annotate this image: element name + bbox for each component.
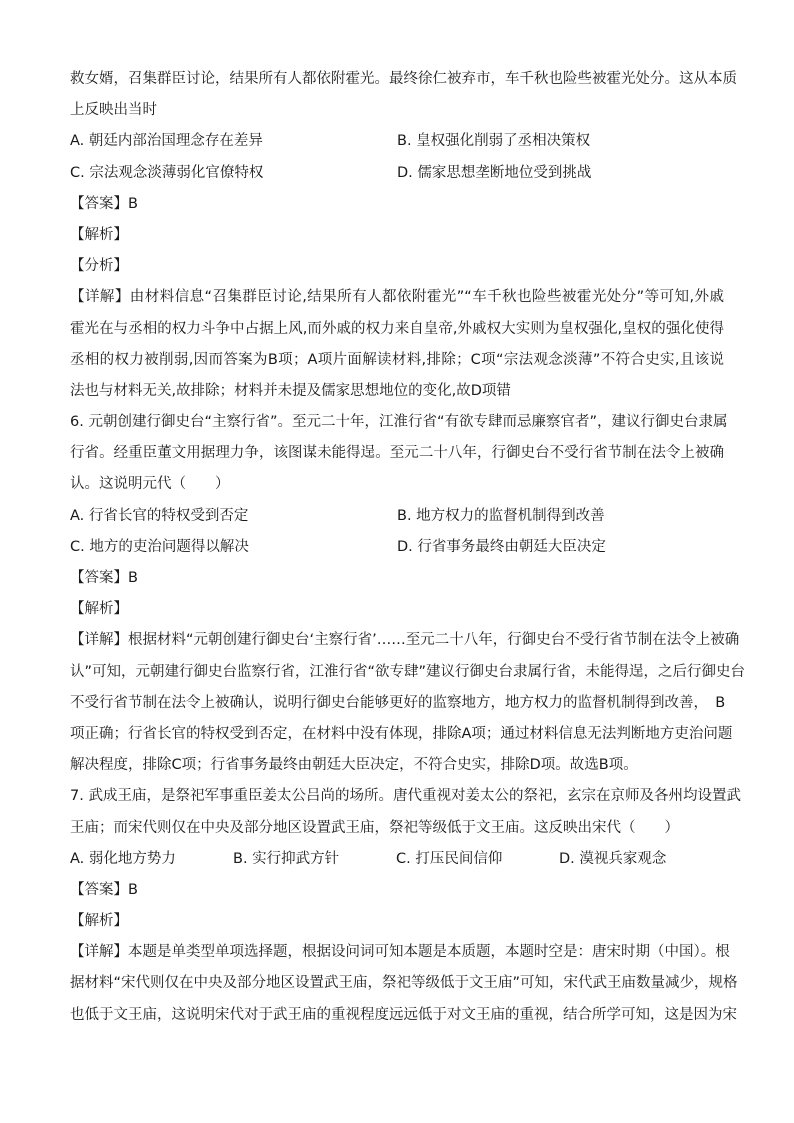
q5-options-row-1 — [70, 126, 724, 157]
question-6 — [70, 407, 746, 781]
q5-analysis-label: 【解析】 — [70, 226, 128, 243]
q6-answer: 【答案】B — [70, 570, 138, 586]
q6-analysis-label: 【解析】 — [70, 601, 128, 618]
q5-stem-line-2: 上反映出当时 — [70, 102, 157, 119]
q7-option-c: C. 打压民间信仰 — [396, 850, 503, 867]
q7-option-d: D. 漠视兵家观念 — [559, 850, 667, 867]
q5-detail-line-2: 霍光在与丞相的权力斗争中占据上风,而外戚的权力来自皇帝,外戚权大实则为皇权强化,皇权的强化使得 — [70, 320, 724, 337]
q7-answer: 【答案】B — [70, 881, 138, 898]
q5-option-a: A. 朝廷内部治国理念存在差异 — [70, 133, 263, 150]
q6-options-row-2 — [70, 532, 724, 563]
q7-option-b: B. 实行抑武方针 — [233, 850, 340, 867]
q7-stem-line-2: 王庙；而宋代则仅在中央及部分地区设置武王庙，祭祀等级低于文王庙。这反映出宋代（ ） — [70, 819, 679, 836]
q6-stem-line-2: 行省。经重臣董文用据理力争，该图谋未能得逞。至元二十八年，行御史台不受行省节制在法令上被确 — [70, 445, 724, 462]
q5-detail-line-4: 法也与材料无关,故排除；材料并未提及儒家思想地位的变化,故D项错 — [70, 382, 511, 399]
q7-detail-line-3: 也低于文王庙，这说明宋代对于武王庙的重视程度远远低于对文王庙的重视，结合所学可知，这是因为宋 — [70, 1006, 737, 1023]
q5-options-row-2 — [70, 158, 724, 189]
question-5 — [70, 64, 737, 407]
q5-option-c: C. 宗法观念淡薄弱化官僚特权 — [70, 164, 264, 181]
question-7 — [70, 781, 741, 1031]
q5-fenxi-label: 【分析】 — [70, 258, 128, 275]
q6-option-c: C. 地方的吏治问题得以解决 — [70, 538, 249, 555]
q7-options-row — [70, 844, 724, 875]
q6-options-row-1 — [70, 501, 724, 532]
q5-stem-line-1: 救女婿，召集群臣讨论，结果所有人都依附霍光。最终徐仁被弃市，车千秋也险些被霍光处分。这从本质 — [70, 71, 737, 87]
q5-option-b: B. 皇权强化削弱了丞相决策权 — [397, 133, 591, 150]
q6-stem-line-1: 6. 元朝创建行御史台“主察行省”。至元二十年，江淮行省“有欲专肆而忌廉察官者”，建议行御史台隶属 — [70, 414, 728, 431]
q5-answer: 【答案】B — [70, 195, 138, 212]
q5-detail-line-1: 【详解】由材料信息“召集群臣讨论,结果所有人都依附霍光”“车千秋也险些被霍光处分”等可知,外戚 — [70, 289, 724, 306]
q5-option-d: D. 儒家思想垄断地位受到挑战 — [397, 164, 592, 181]
q6-detail-line-3: 不受行省节制在法令上被确认，说明行御史台能够更好的监察地方，地方权力的监督机制得到改善， B — [70, 694, 726, 711]
q6-stem-line-3: 认。这说明元代（ ） — [70, 476, 230, 493]
q6-detail-line-5: 解决程度，排除C项；行省事务最终由朝廷大臣决定，不符合史实，排除D项。故选B项。 — [70, 757, 638, 774]
q6-option-b: B. 地方权力的监督机制得到改善 — [397, 507, 605, 524]
q6-detail-line-1: 【详解】根据材料“元朝创建行御史台‘主察行省’……至元二十八年，行御史台不受行省节制在法令上被确 — [70, 632, 740, 649]
q7-stem-line-1: 7. 武成王庙，是祭祀军事重臣姜太公吕尚的场所。唐代重视对姜太公的祭祀，玄宗在京师及各州均设置武 — [70, 788, 741, 805]
q7-detail-line-1: 【详解】本题是单类型单项选择题，根据设问词可知本题是本质题，本题时空是：唐宋时期（中国）。根 — [70, 944, 730, 961]
q7-analysis-label: 【解析】 — [70, 913, 128, 930]
q6-option-d: D. 行省事务最终由朝廷大臣决定 — [397, 538, 606, 555]
q6-option-a: A. 行省长官的特权受到否定 — [70, 507, 249, 524]
q5-detail-line-3: 丞相的权力被削弱,因而答案为B项；A项片面解读材料,排除；C项“宗法观念淡薄”不符合史实,且该说 — [70, 351, 724, 368]
q6-detail-line-4: 项正确；行省长官的特权受到否定，在材料中没有体现，排除A项；通过材料信息无法判断地方吏治问题 — [70, 725, 733, 742]
q7-detail-line-2: 据材料“宋代则仅在中央及部分地区设置武王庙，祭祀等级低于文王庙”可知，宋代武王庙数量减少，规格 — [70, 975, 738, 992]
q6-detail-line-2: 认”可知，元朝建行御史台监察行省，江淮行省“欲专肆”建议行御史台隶属行省，未能得逞，之后行御史台 — [70, 663, 746, 680]
q7-option-a: A. 弱化地方势力 — [70, 850, 176, 867]
